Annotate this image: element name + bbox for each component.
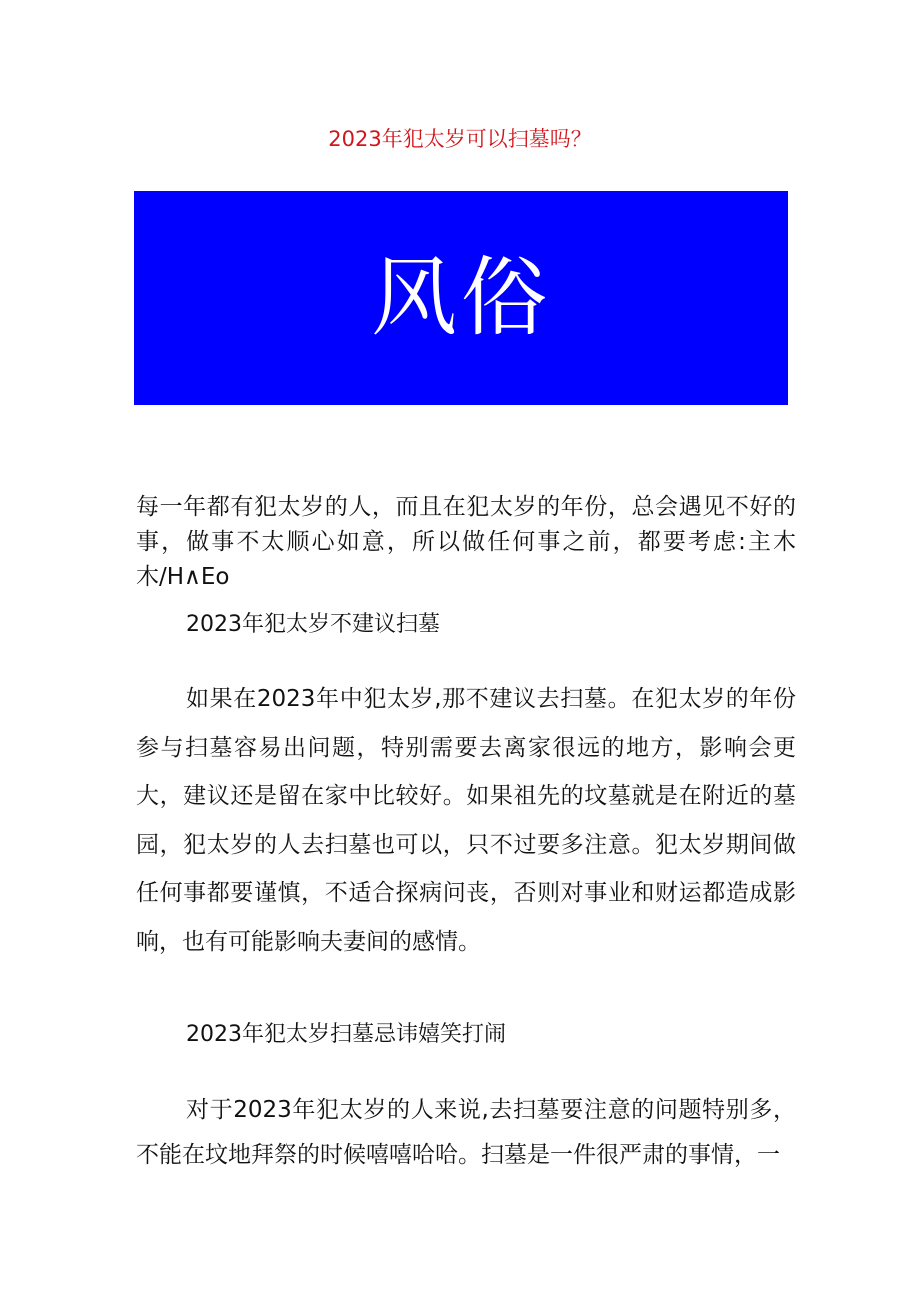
category-banner <box>134 191 788 405</box>
document-title: 2023年犯太岁可以扫墓吗？ <box>328 127 592 151</box>
section-heading-2: 2023年犯太岁扫墓忌讳嬉笑打闹 <box>186 1022 506 1047</box>
section-heading-1: 2023年犯太岁不建议扫墓 <box>186 612 440 637</box>
banner-label: 风俗 <box>371 248 551 348</box>
section-paragraph-2: 对于2023年犯太岁的人来说,去扫墓要注意的问题特别多，不能在坟地拜祭的时候嘻嘻哈哈。扫墓是一件很严肃的事情，一 <box>136 1097 796 1168</box>
section-paragraph-1: 如果在2023年中犯太岁,那不建议去扫墓。在犯太岁的年份参与扫墓容易出问题，特别需要去离家很远的地方，影响会更大，建议还是留在家中比较好。如果祖先的坟墓就是在附近的墓园，犯太岁的人去扫墓也可以，只不过要多注意。犯太岁期间做任何事都要谨慎，不适合探病问丧，否则对事业和财运都造成影响，也有可能影响夫妻间的感情。 <box>136 686 796 955</box>
intro-paragraph: 每一年都有犯太岁的人，而且在犯太岁的年份，总会遇见不好的事，做事不太顺心如意，所以做任何事之前，都要考虑:主木木/H∧Eo <box>136 494 796 590</box>
